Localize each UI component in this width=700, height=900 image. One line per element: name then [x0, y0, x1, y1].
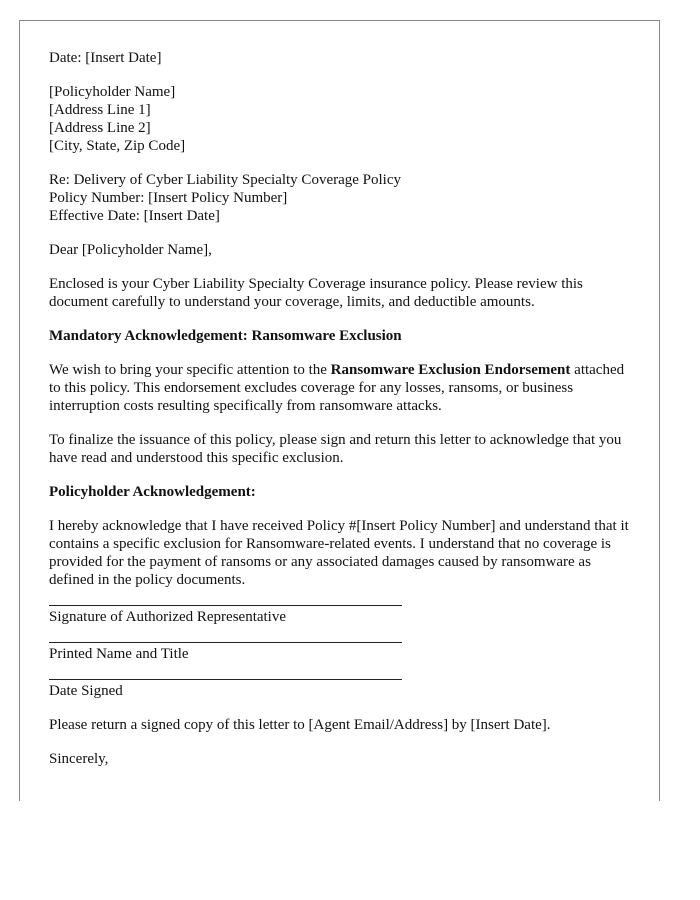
signature-line[interactable]	[49, 605, 402, 606]
exclusion-rest-text: attached to this policy. This endorsement excludes coverage for any losses, ransoms, or business interruption costs resulting specifically from ransomware attacks.	[49, 362, 625, 414]
finalize-paragraph: To finalize the issuance of this policy, please sign and return this letter to acknowledge that you have read and understood this specific exclusion.	[49, 432, 622, 466]
effective-date-line: Effective Date: [Insert Date]	[49, 208, 220, 224]
ransomware-exclusion-heading: Mandatory Acknowledgement: Ransomware Exclusion	[49, 328, 402, 344]
recipient-address-line-2: [Address Line 2]	[49, 120, 151, 136]
acknowledgement-paragraph: I hereby acknowledge that I have received Policy #[Insert Policy Number] and understand that it contains a specific exclusion for Ransomware-related events. I understand that no coverage is provided for the payment of ransoms or any associated damages caused by ransomware as defined in the policy documents.	[49, 518, 629, 588]
re-line: Re: Delivery of Cyber Liability Specialty Coverage Policy	[49, 172, 401, 188]
policyholder-acknowledgement-heading: Policyholder Acknowledgement:	[49, 484, 256, 500]
printed-name-field-label: Printed Name and Title	[49, 646, 189, 662]
signature-field	[49, 605, 639, 626]
reference-block	[49, 171, 639, 225]
date-signed-field	[49, 679, 639, 700]
printed-name-field	[49, 642, 639, 663]
date-signed-field-label: Date Signed	[49, 683, 123, 699]
policy-number-line: Policy Number: [Insert Policy Number]	[49, 190, 288, 206]
exclusion-endorsement-emphasis: Ransomware Exclusion Endorsement	[330, 362, 571, 378]
recipient-name: [Policyholder Name]	[49, 84, 176, 100]
exclusion-paragraph	[49, 361, 639, 415]
exclusion-lead-text: We wish to bring your specific attention to the	[49, 362, 331, 378]
printed-name-line[interactable]	[49, 642, 402, 643]
intro-paragraph: Enclosed is your Cyber Liability Specialty Coverage insurance policy. Please review this document carefully to understand your coverage, limits, and deductible amounts.	[49, 276, 583, 310]
recipient-city-state-zip: [City, State, Zip Code]	[49, 138, 186, 154]
salutation: Dear [Policyholder Name],	[49, 242, 212, 258]
letter-page	[19, 20, 660, 801]
signature-field-label: Signature of Authorized Representative	[49, 609, 287, 625]
recipient-address-block	[49, 83, 639, 155]
return-instruction: Please return a signed copy of this letter to [Agent Email/Address] by [Insert Date].	[49, 717, 551, 733]
recipient-address-line-1: [Address Line 1]	[49, 102, 151, 118]
date-signed-line[interactable]	[49, 679, 402, 680]
closing: Sincerely,	[49, 751, 109, 767]
letter-body	[49, 49, 639, 784]
date-line: Date: [Insert Date]	[49, 50, 162, 66]
